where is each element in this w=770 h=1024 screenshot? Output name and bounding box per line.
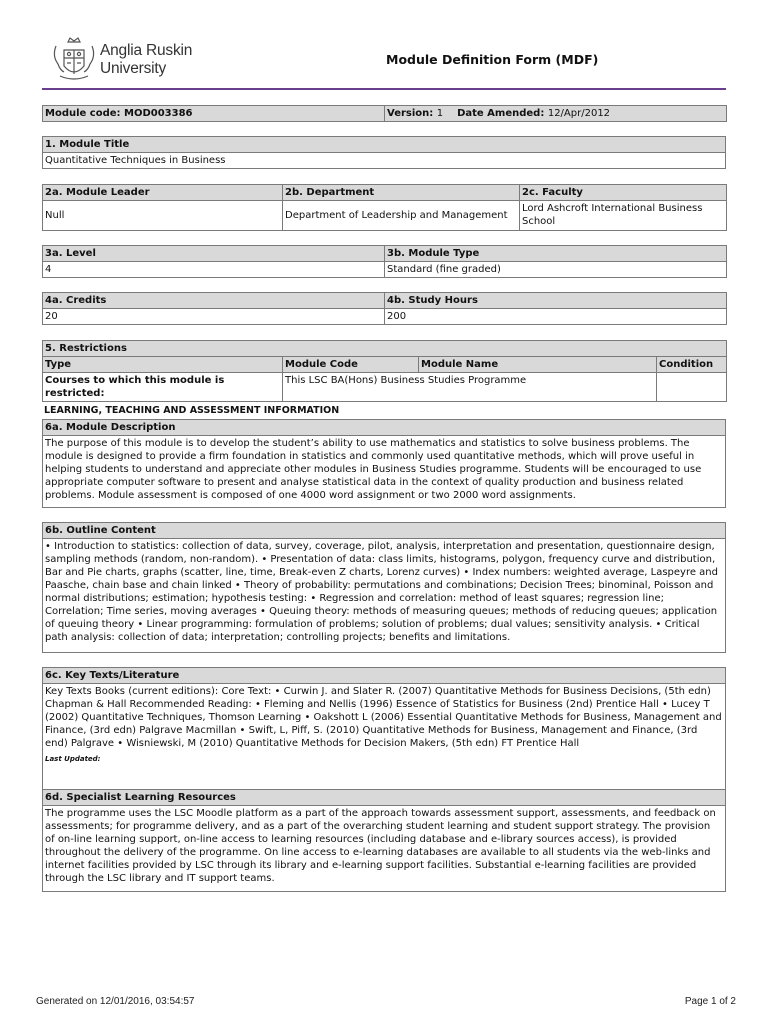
faculty-heading: 2c. Faculty — [520, 185, 727, 201]
key-texts-heading: 6c. Key Texts/Literature — [43, 668, 726, 684]
logo-wordmark-line2: University — [100, 60, 167, 77]
module-title-value: Quantitative Techniques in Business — [43, 153, 726, 169]
level-value: 4 — [43, 262, 385, 278]
module-title-table — [42, 136, 726, 169]
key-texts-text: Key Texts Books (current editions): Core Text: • Curwin J. and Slater R. (2007) Quantitative Methods for Business Decisions, (5th edn) Chapman & Hall Recommended Reading: • Fleming and Nellis (1996) Essence of Statistics for Business (2nd) Prentice Hall • Lucey T (2002) Quantitative Techniques, Thomson Learning • Oakshott L (2006) Essential Quantitative Methods for Business, Management and Finance, (3rd edn) Palgrave Macmillan • Swift, L, Piff, S. (2010) Quantitative Methods for Business, Management and Finance, (3rd end) Palgrave • Wisniewski, M (2010) Quantitative Methods for Decision Makers, (5th edn) FT Prentice Hall — [45, 686, 722, 749]
last-updated-label: Last Updated: — [45, 755, 101, 763]
logo-wordmark-line1: Anglia Ruskin — [100, 42, 193, 59]
form-title: Module Definition Form (MDF) — [386, 52, 599, 67]
restrictions-col-code: Module Code — [283, 357, 419, 373]
key-texts-cell — [43, 684, 726, 792]
module-info-table — [42, 105, 727, 122]
module-type-heading: 3b. Module Type — [385, 246, 727, 262]
module-code-cell: Module code: MOD003386 — [43, 106, 385, 122]
learning-resources-heading: 6d. Specialist Learning Resources — [43, 790, 726, 806]
learning-resources-text: The programme uses the LSC Moodle platform as a part of the approach towards assessment support, assessments, and feedback on assessments; for programme delivery, and as a part of the overarching student learning and student support strategy. The provision of on-line learning support, on-line access to learning resources (including database and e-library sources access), is provided throughout the delivery of the programme. On line access to e-learning databases are available to all students via the web-links and internet facilities provided by LSC through its library and e-learning support facilities. Substantial e-learning facilities are provided through the LSC library and IT support teams. — [43, 806, 726, 892]
restrictions-row-code: This LSC BA(Hons) Business Studies Programme — [283, 373, 657, 402]
module-description-heading: 6a. Module Description — [43, 420, 726, 436]
restrictions-col-name: Module Name — [419, 357, 657, 373]
module-leader-value: Null — [43, 201, 283, 231]
module-description-table — [42, 419, 726, 508]
university-logo — [50, 36, 210, 84]
restrictions-table — [42, 340, 727, 402]
credits-heading: 4a. Credits — [43, 293, 385, 309]
outline-content-heading: 6b. Outline Content — [43, 523, 726, 539]
department-heading: 2b. Department — [283, 185, 520, 201]
restrictions-col-condition: Condition — [657, 357, 727, 373]
faculty-value: Lord Ashcroft International Business School — [520, 201, 727, 231]
date-amended-label: Date Amended: — [457, 108, 545, 119]
level-heading: 3a. Level — [43, 246, 385, 262]
restrictions-heading: 5. Restrictions — [43, 341, 727, 357]
outline-content-table — [42, 522, 726, 653]
study-hours-heading: 4b. Study Hours — [385, 293, 727, 309]
leader-table — [42, 184, 727, 231]
outline-content-text: • Introduction to statistics: collection of data, survey, coverage, pilot, analysis, interpretation and presentation, questionnaire design, sampling methods (random, non-random). • Presentation of data: class limits, histograms, polygon, frequency curve and distribution, Bar and Pie charts, graphs (scatter, line, time, Break-even Z charts, Lorenz curves) • Index numbers: weighted average, Laspeyre and Paasche, chain base and chain linked • Theory of probability: permutations and combinations; Decision Trees; binominal, Poisson and normal distributions; estimation; hypothesis testing: • Regression and correlation: method of least squares; regression line; Correlation; Time series, moving averages • Queuing theory: methods of measuring queues; methods of reducing queues; application of queuing theory • Linear programming: formulation of problems; solution of problems; dual values; sensitivity analysis. • Critical path analysis: collection of data; interpretation; controlling projects; benefits and limitations. — [43, 539, 726, 653]
restrictions-row-type: Courses to which this module is restricted: — [43, 373, 283, 402]
study-hours-value: 200 — [385, 309, 727, 325]
restrictions-row-condition — [657, 373, 727, 402]
credits-value: 20 — [43, 309, 385, 325]
date-amended-value: 12/Apr/2012 — [547, 108, 611, 119]
key-texts-table — [42, 667, 726, 792]
department-value: Department of Leadership and Management — [283, 201, 520, 231]
restrictions-col-type: Type — [43, 357, 283, 373]
level-table — [42, 245, 727, 278]
lta-heading: LEARNING, TEACHING AND ASSESSMENT INFORMATION — [44, 405, 340, 416]
module-type-value: Standard (fine graded) — [385, 262, 727, 278]
version-label: Version: — [387, 108, 434, 119]
page-number: Page 1 of 2 — [684, 996, 736, 1007]
module-title-heading: 1. Module Title — [43, 137, 726, 153]
generated-timestamp: Generated on 12/01/2016, 03:54:57 — [36, 996, 195, 1007]
module-description-text: The purpose of this module is to develop the student’s ability to use mathematics and statistics to solve business problems. The module is designed to provide a firm foundation in statistics and commonly used quantitative methods, which will prove useful in helping students to understand and appreciate other modules in Business Studies programme. Students will be encouraged to use appropriate computer software to present and analyse statistical data in the context of quality production and business related problems. Module assessment is composed of one 4000 word assignment or two 2000 word assignments. — [43, 436, 726, 508]
credits-table — [42, 292, 727, 325]
version-date-cell — [385, 106, 727, 122]
module-leader-heading: 2a. Module Leader — [43, 185, 283, 201]
learning-resources-table — [42, 789, 726, 892]
version-value: 1 — [436, 108, 444, 119]
header-divider — [42, 88, 726, 90]
university-crest-icon — [50, 36, 98, 82]
